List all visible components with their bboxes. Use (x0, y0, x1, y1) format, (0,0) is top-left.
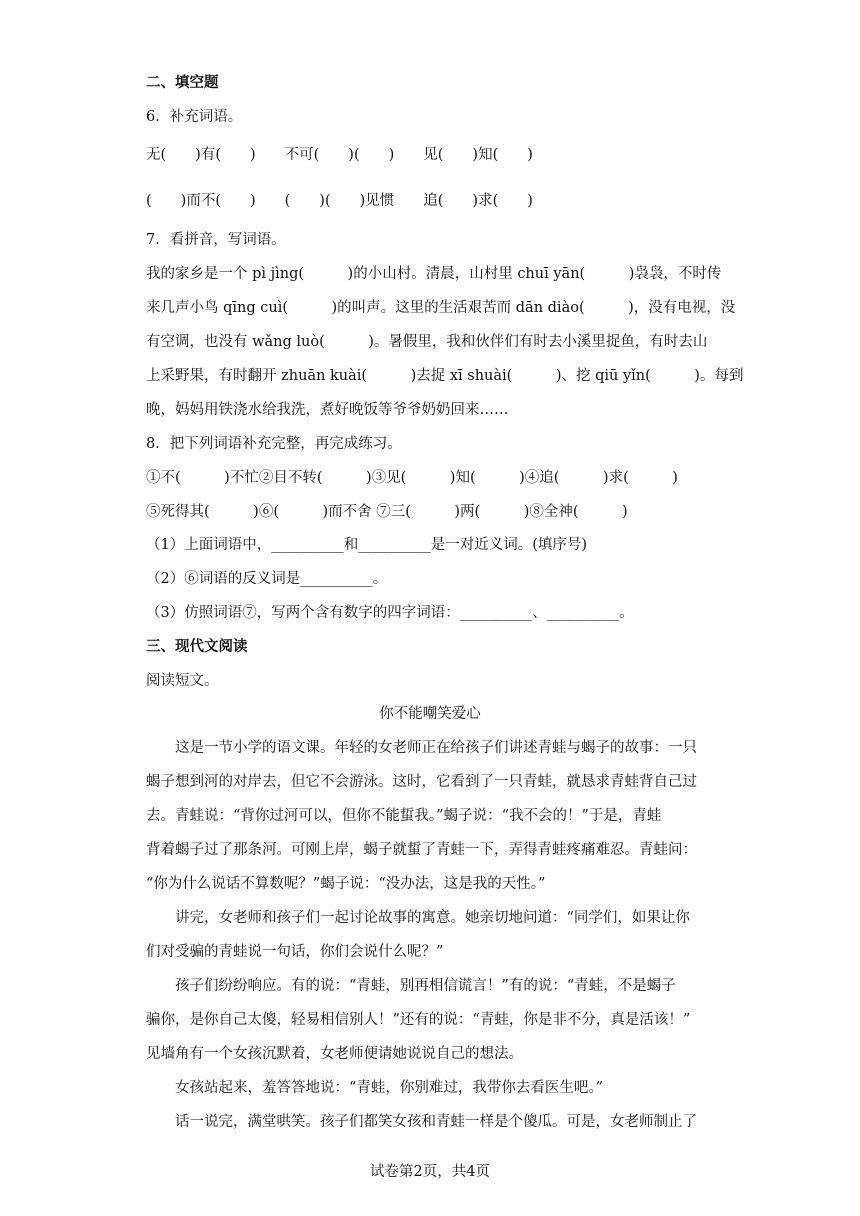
question-6-title: 6．补充词语。 (146, 109, 243, 125)
question-8-row-2: ⑤死得其( )⑥( )而不舍 ⑦三( )两( )⑧全神( ) (146, 504, 628, 520)
question-6-row-2: ( )而不( ) ( )( )见惯 追( )求( ) (146, 193, 533, 209)
question-8-row-1: ①不( )不忙②目不转( )③见( )知( )④追( )求( ) (146, 470, 678, 486)
question-7-line-2: 来几声小鸟 qīng cuì( )的叫声。这里的生活艰苦而 dān diào( )，没有电视，没 (146, 300, 736, 316)
question-8-sub-1: （1）上面词语中，__________和__________是一对近义词。(填序号) (146, 537, 588, 553)
question-8-sub-3: （3）仿照词语⑦，写两个含有数字的四字词语：__________、__________。 (146, 605, 634, 621)
question-8-title: 8．把下列词语补充完整，再完成练习。 (146, 436, 402, 452)
question-7-line-1: 我的家乡是一个 pì jìng( )的小山村。清晨，山村里 chuī yān( )袅袅，不时传 (146, 266, 722, 282)
question-7-title: 7．看拼音，写词语。 (146, 232, 286, 248)
question-6-row-1: 无( )有( ) 不可( )( ) 见( )知( ) (146, 147, 533, 163)
passage-title: 你不能嘲笑爱心 (379, 706, 481, 722)
section-heading-reading: 三、现代文阅读 (146, 639, 248, 655)
section-heading-fill-in: 二、填空题 (146, 75, 219, 91)
question-7-line-5: 晚，妈妈用铁浇水给我洗，煮好晚饭等爷爷奶奶回来…… (146, 402, 509, 418)
passage-line: 背着蝎子过了那条河。可刚上岸，蝎子就蜇了青蛙一下，弄得青蛙疼痛难忍。青蛙问： (146, 842, 697, 858)
question-8-sub-2: （2）⑥词语的反义词是__________。 (146, 571, 388, 587)
passage-line: 孩子们纷纷响应。有的说：“青蛙，别再相信谎言！”有的说：“青蛙，不是蝎子 (175, 978, 676, 994)
passage-line: 讲完，女老师和孩子们一起讨论故事的寓意。她亲切地问道：“同学们，如果让你 (175, 910, 690, 926)
passage-line: 蝎子想到河的对岸去，但它不会游泳。这时，它看到了一只青蛙，就恳求青蛙背自己过 (146, 774, 697, 790)
passage-line: 骗你，是你自己太傻，轻易相信别人！”还有的说：“青蛙，你是非不分，真是活该！” (146, 1012, 691, 1028)
reading-intro: 阅读短文。 (146, 673, 219, 689)
page-footer: 试卷第2页，共4页 (370, 1164, 490, 1180)
question-7-line-4: 上采野果，有时翻开 zhuān kuài( )去捉 xī shuài( )、挖 qiū yǐn( )。每到 (146, 368, 744, 384)
passage-line: 见墙角有一个女孩沉默着，女老师便请她说说自己的想法。 (146, 1046, 523, 1062)
passage-line: 话一说完，满堂哄笑。孩子们都笑女孩和青蛙一样是个傻瓜。可是，女老师制止了 (175, 1114, 697, 1130)
passage-line: 这是一节小学的语文课。年轻的女老师正在给孩子们讲述青蛙与蝎子的故事：一只 (175, 740, 697, 756)
passage-line: 去。青蛙说：“背你过河可以，但你不能蜇我。”蝎子说：“我不会的！”于是，青蛙 (146, 808, 662, 824)
passage-line: “你为什么说话不算数呢？”蝎子说：“没办法，这是我的天性。” (146, 876, 546, 892)
question-7-line-3: 有空调，也没有 wǎng luò( )。暑假里，我和伙伴们有时去小溪里捉鱼，有时去山 (146, 334, 708, 350)
passage-line: 们对受骗的青蛙说一句话，你们会说什么呢？” (146, 944, 444, 960)
passage-line: 女孩站起来，羞答答地说：“青蛙，你别难过，我带你去看医生吧。” (175, 1080, 604, 1096)
